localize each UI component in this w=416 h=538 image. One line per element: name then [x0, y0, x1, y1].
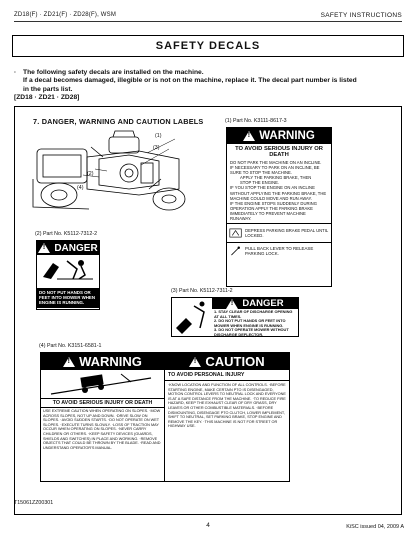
lever-icon: [229, 245, 242, 257]
decal-1-body: [227, 158, 331, 223]
danger-triangle-icon: [226, 299, 238, 309]
callout-2: (2): [87, 171, 94, 177]
part-label-4: (4) Part No. K3151-6581-1: [39, 343, 102, 349]
bullet-marker: ·: [14, 69, 17, 76]
decal-3-banner: [212, 298, 298, 309]
decal-1-line-2: IF NECESSARY TO PARK ON AN INCLINE, BE SURE TO STOP THE MACHINE.: [230, 165, 320, 176]
decal-1-brake-text: DEPRESS PARKING BRAKE PEDAL UNTIL LOCKED.: [245, 228, 329, 239]
decal-1-line-1: DO NOT PARK THE MACHINE ON AN INCLINE.: [230, 160, 322, 165]
decal-1-subtitle: TO AVOID SERIOUS INJURY OR DEATH: [235, 146, 323, 158]
decal-danger-hands: [36, 240, 100, 310]
decal-1-banner: [227, 128, 331, 144]
decal-3-line-1: 1. STAY CLEAR OF DISCHARGE OPENING AT ALL TIMES.: [214, 309, 293, 319]
decal-4a-banner-text: WARNING: [79, 354, 142, 369]
decal-3-line-2: 2. DO NOT PUT HANDS OR FEET INTO MOWER WHEN ENGINE IS RUNNING.: [214, 318, 286, 328]
decal-2-banner: [37, 241, 99, 255]
decal-1-banner-text: WARNING: [259, 130, 315, 142]
decal-4b-body: ·KNOW LOCATION AND FUNCTION OF ALL CONTROLS. ·BEFORE STARTING ENGINE, MAKE CERTAIN PTO IS DISENGAGED, MOTION CONTROL LEVERS TO NEUTRAL LOCK AND EVERYONE IS AT A SAFE DISTANCE FROM THE MACHINE. ·TO REDUCE FIRE HAZARD, KEEP THE EXHAUST CLEAR OF DRY GRASS, DRY LEAVES OR OTHER COMBUSTIBLE MATERIALS. ·BEFORE DISMOUNTING, DISENGAGE PTO CLUTCH, LOWER IMPLEMENT, SHIFT TO NEUTRAL, SET PARKING BRAKE, STOP ENGINE AND REMOVE THE KEY. ·THIS MACHINE IS NOT FOR STREET OR HIGHWAY USE.: [168, 383, 286, 429]
intro-line-1: The following safety decals are installed on the machine.: [23, 69, 204, 76]
part-label-3: (3) Part No. K5112-7311-2: [171, 288, 233, 294]
decal-4b-banner-text: CAUTION: [205, 354, 265, 369]
decal-3-banner-text: DANGER: [242, 298, 284, 309]
decal-4b-subtitle: TO AVOID PERSONAL INJURY: [165, 370, 289, 381]
thrown-object-pictogram-icon: [172, 298, 212, 337]
issue-info: KiSC issued 04, 2009 A: [346, 524, 404, 530]
decal-4-caution: [165, 353, 289, 481]
callout-1: (1): [155, 133, 162, 139]
decal-4a-banner: [41, 353, 164, 370]
figure-code: T15061ZZ00301: [14, 500, 54, 506]
danger-triangle-icon: [38, 243, 50, 253]
header-section: SAFETY INSTRUCTIONS: [320, 12, 402, 19]
decal-4b-banner: [165, 353, 289, 370]
page-number: 4: [206, 522, 210, 529]
decal-warning-parking: [226, 127, 332, 287]
section-title: 7. DANGER, WARNING AND CAUTION LABELS: [33, 117, 204, 126]
page-title: SAFETY DECALS: [12, 35, 404, 57]
decal-3-line-3: 3. DO NOT OPERATE MOWER WITHOUT DISCHARGE DEFLECTOR.: [214, 327, 289, 337]
intro-text: [14, 69, 404, 103]
decal-4-warning: [41, 353, 165, 481]
hand-blade-pictogram-icon: [37, 255, 99, 283]
part-label-1: (1) Part No. K3111-8617-3: [225, 118, 287, 124]
mower-illustration: [29, 129, 197, 215]
intro-line-2b: in the parts list.: [23, 85, 73, 93]
labels-figure: [14, 106, 402, 515]
decal-1-brake-row: [227, 223, 331, 242]
decal-danger-discharge: [171, 297, 299, 337]
callout-4: (4): [77, 185, 84, 191]
header-models: ZD18(F) · ZD21(F) · ZD28(F), WSM: [14, 12, 117, 18]
caution-triangle-icon: [189, 357, 201, 367]
decal-1-lever-row: [227, 242, 331, 259]
decal-3-content: [212, 298, 298, 336]
part-label-2: (2) Part No. K5112-7312-2: [35, 231, 98, 237]
warning-triangle-icon: [63, 357, 75, 367]
decal-1-step-2: STOP THE ENGINE.: [240, 180, 280, 186]
slope-rollover-pictogram-icon: [41, 370, 163, 398]
decal-warning-caution: [40, 352, 290, 482]
decal-4a-subtitle: TO AVOID SERIOUS INJURY OR DEATH: [41, 398, 164, 408]
brake-pedal-icon: [229, 226, 242, 240]
decal-2-banner-text: DANGER: [54, 242, 98, 254]
intro-models: [ZD18 · ZD21 · ZD28]: [14, 94, 80, 102]
intro-line-2a: If a decal becomes damaged, illegible or is not on the machine, replace it. The decal part number is listed: [23, 77, 357, 85]
decal-1-line-3: IF YOU STOP THE ENGINE ON AN INCLINE WITHOUT APPLYING THE PARKING BRAKE, THE MACHINE COULD MOVE AND RUN AWAY.: [230, 185, 327, 201]
decal-1-line-4: IF THE ENGINE STOPS SUDDENLY DURING OPERATION APPLY THE PARKING BRAKE IMMEDIATELY TO PREVENT MACHINE RUNAWAY.: [230, 200, 317, 222]
warning-triangle-icon: [243, 131, 255, 141]
decal-2-text: DO NOT PUT HANDS OR FEET INTO MOWER WHEN ENGINE IS RUNNING.: [37, 288, 99, 308]
decal-4a-body: USE EXTREME CAUTION WHEN OPERATING ON SLOPES. ·MOW ACROSS SLOPES, NOT UP AND DOWN. ·DRIVE SLOW ON SLOPES. ·AVOID SUDDEN STARTS. ·DO NOT OPERATE ON WET SLOPES. ·EXECUTE TURNS SLOWLY. ·LOSS OF TRACTION MAY OCCUR WHEN OPERATING ON SLOPES. ·NEVER CARRY CHILDREN OR OTHERS. ·KEEP SAFETY DEVICES (GUARDS, SHIELDS AND SWITCHES) IN PLACE AND WORKING. ·REMOVE OBJECTS THAT COULD BE THROWN BY THE BLADE. ·READ AND UNDERSTAND OPERATOR'S MANUAL.: [43, 409, 161, 450]
header-divider: [14, 21, 402, 22]
callout-3: (3): [153, 145, 160, 151]
decal-1-step-1: APPLY THE PARKING BRAKE, THEN: [240, 175, 312, 181]
decal-1-lever-text: PULL BACK LEVER TO RELEASE PARKING LOCK.: [245, 246, 314, 257]
decal-3-body: [212, 309, 298, 337]
